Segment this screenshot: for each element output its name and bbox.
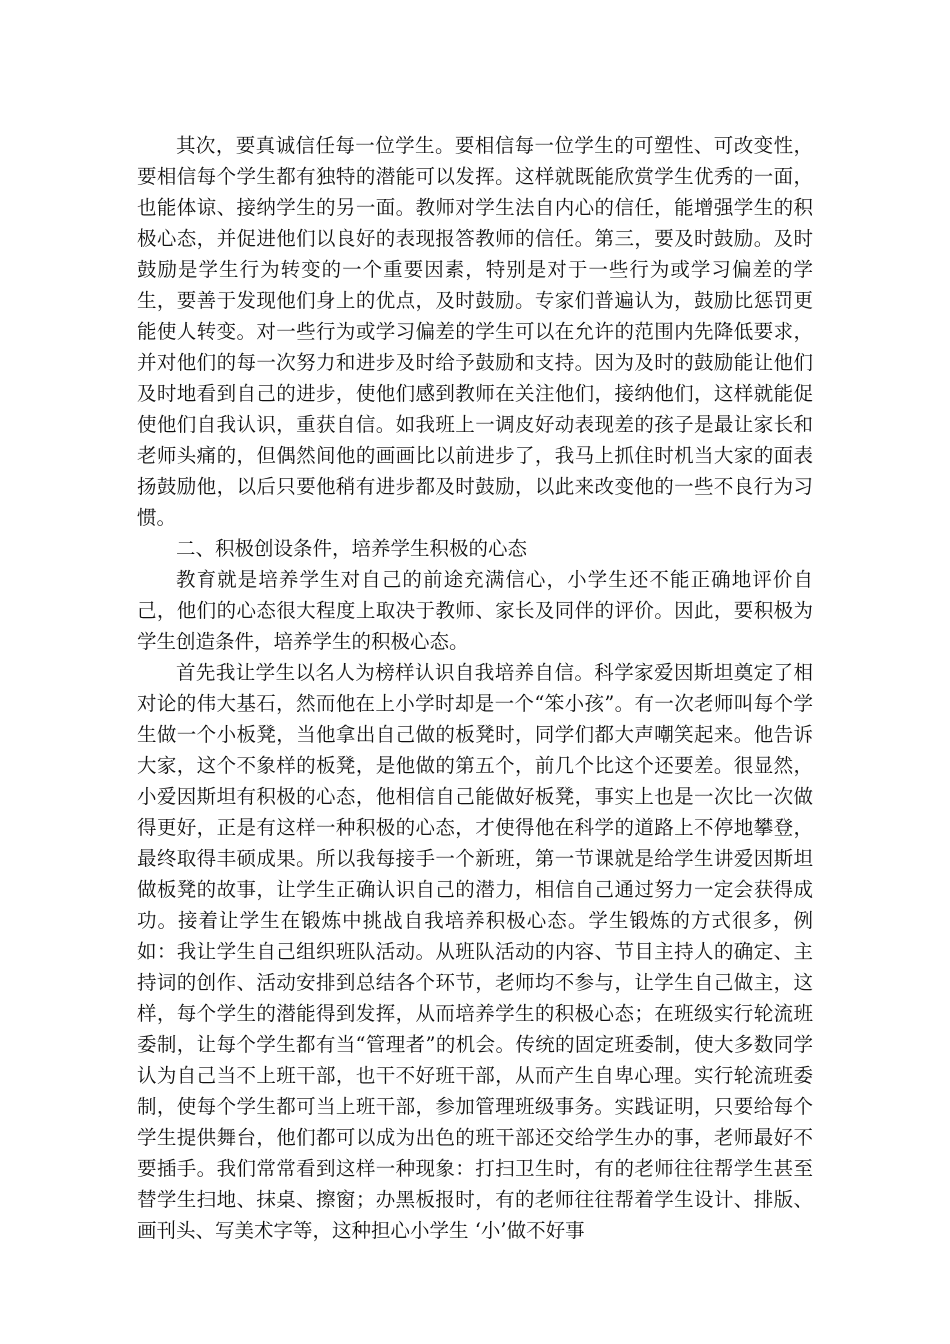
paragraph-education-confidence: 教育就是培养学生对自己的前途充满信心，小学生还不能正确地评价自己，他们的心态很大程度上取决于教师、家长及同伴的评价。因此，要积极为学生创造条件，培养学生的积极心态。 xyxy=(137,568,813,653)
document-body xyxy=(137,130,813,1246)
paragraph-role-models-and-practice: 首先我让学生以名人为榜样认识自我培养自信。科学家爱因斯坦奠定了相对论的伟大基石，然而他在上小学时却是一个“笨小孩”。有一次老师叫每个学生做一个小板凳，当他拿出自己做的板凳时，同学们都大声嘲笑起来。他告诉大家，这个不象样的板凳，是他做的第五个，前几个比这个还要差。很显然，小爱因斯坦有积极的心态，他相信自己能做好板凳，事实上也是一次比一次做得更好，正是有这样一种积极的心态，才使得他在科学的道路上不停地攀登，最终取得丰硕成果。所以我每接手一个新班，第一节课就是给学生讲爱因斯坦做板凳的故事，让学生正确认识自己的潜力，相信自己通过努力一定会获得成功。接着让学生在锻炼中挑战自我培养积极心态。学生锻炼的方式很多，例如：我让学生自己组织班队活动。从班队活动的内容、节目主持人的确定、主持词的创作、活动安排到总结各个环节，老师均不参与，让学生自己做主，这样，每个学生的潜能得到发挥，从而培养学生的积极心态；在班级实行轮流班委制，让每个学生都有当“管理者”的机会。传统的固定班委制，使大多数同学认为自己当不上班干部，也干不好班干部，从而产生自卑心理。实行轮流班委制，使每个学生都可当上班干部，参加管理班级事务。实践证明，只要给每个学生提供舞台，他们都可以成为出色的班干部还交给学生办的事，老师最好不要插手。我们常常看到这样一种现象：打扫卫生时，有的老师往往帮学生甚至替学生扫地、抹桌、擦窗；办黑板报时，有的老师往往帮着学生设计、排版、画刊头、写美术字等，这种担心小学生 ‘小’做不好事 xyxy=(137,661,813,1242)
paragraph-trust-and-encouragement: 其次，要真诚信任每一位学生。要相信每一位学生的可塑性、可改变性，要相信每个学生都有独特的潜能可以发挥。这样就既能欣赏学生优秀的一面，也能体谅、接纳学生的另一面。教师对学生法自内心的信任，能增强学生的积极心态，并促进他们以良好的表现报答教师的信任。第三，要及时鼓励。及时鼓励是学生行为转变的一个重要因素，特别是对于一些行为或学习偏差的学生，要善于发现他们身上的优点，及时鼓励。专家们普遍认为，鼓励比惩罚更能使人转变。对一些行为或学习偏差的学生可以在允许的范围内先降低要求，并对他们的每一次努力和进步及时给予鼓励和支持。因为及时的鼓励能让他们及时地看到自己的进步，使他们感到教师在关注他们，接纳他们，这样就能促使他们自我认识，重获自信。如我班上一调皮好动表现差的孩子是最让家长和老师头痛的，但偶然间他的画画比以前进步了，我马上抓住时机当大家的面表扬鼓励他，以后只要他稍有进步都及时鼓励，以此来改变他的一些不良行为习惯。 xyxy=(137,134,813,529)
section-heading-2: 二、积极创设条件，培养学生积极的心态 xyxy=(176,537,528,560)
